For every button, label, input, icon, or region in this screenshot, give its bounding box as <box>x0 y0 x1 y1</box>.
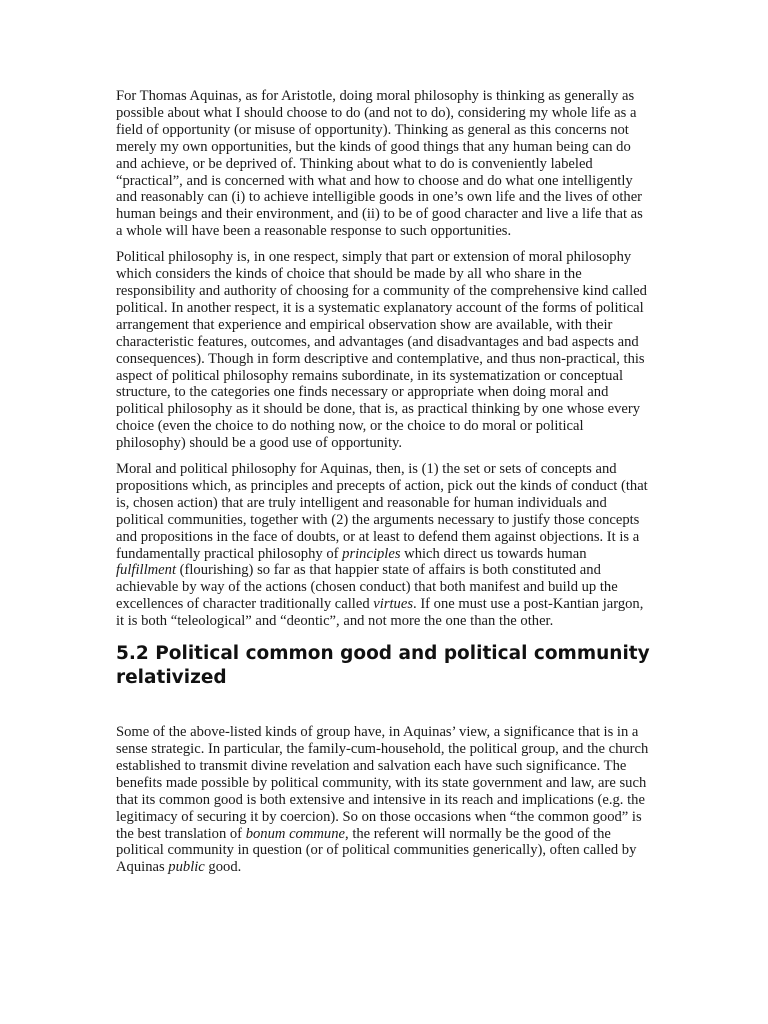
paragraph-text: (flourishing) so far as that happier state of affairs is both constituted and achievable by way of the actions (chosen conduct) that both manifest and build up the excellences of character traditionally called <box>116 562 618 613</box>
paragraph-text: For Thomas Aquinas, as for Aristotle, doing moral philosophy is thinking as generally as possible about what I should choose to do (and not to do), considering my whole life as a field of opportunity (or misuse of opportunity). Thinking as general as this concerns not merely my own opportunities, but the kinds of good things that any human being can do and achieve, or be deprived of. Thinking about what to do is conveniently labeled “practical”, and is concerned with what and how to choose and do what one intelligently and reasonably can (i) to achieve intelligible goods in one’s own life and the lives of other human beings and their environment, and (ii) to be of good character and live a life that as a whole will have been a reasonable response to such opportunities. <box>116 88 643 240</box>
paragraph-aquinas-definition <box>116 461 650 630</box>
paragraph-text: good. <box>204 859 242 876</box>
paragraph-text: , the referent will normally be the good of the political community in question (or of political communities generically), often called by Aquinas <box>116 825 637 876</box>
italic-term-principles: principles <box>342 545 401 562</box>
italic-term-public: public <box>168 859 205 876</box>
paragraph-common-good <box>116 724 650 876</box>
section-heading: 5.2 Political common good and political community relativized <box>116 643 650 689</box>
paragraph-text: . If one must use a post-Kantian jargon, it is both “teleological” and “deontic”, and not more the one than the other. <box>116 596 644 630</box>
paragraph-moral-philosophy <box>116 88 650 240</box>
paragraph-text: Political philosophy is, in one respect, simply that part or extension of moral philosophy which considers the kinds of choice that should be made by all who share in the responsibility and authority of choosing for a community of the comprehensive kind called political. In another respect, it is a systematic explanatory account of the forms of political arrangement that experience and empirical observation show are available, with their characteristic features, outcomes, and advantages (and disadvantages and bad aspects and consequences). Though in form descriptive and contemplative, and thus non-practical, this aspect of political philosophy remains subordinate, in its systematization or conceptual structure, to the categories one finds necessary or appropriate when doing moral and political philosophy as it should be done, that is, as practical thinking by one whose every choice (even the choice to do nothing now, or the choice to do moral or political philosophy) should be a good use of opportunity. <box>116 249 647 452</box>
paragraph-text: Moral and political philosophy for Aquinas, then, is (1) the set or sets of concepts and propositions which, as principles and precepts of action, pick out the kinds of conduct (that is, chosen action) that are truly intelligent and reasonable for human individuals and political communities, together with (2) the arguments necessary to justify those concepts and propositions in the face of doubts, or at least to defend them against objections. It is a fundamentally practical philosophy of <box>116 461 648 562</box>
italic-term-bonum-commune: bonum commune <box>245 825 346 842</box>
paragraph-political-philosophy <box>116 249 650 452</box>
italic-term-fulfillment: fulfillment <box>116 562 176 579</box>
document-page <box>116 88 650 885</box>
italic-term-virtues: virtues <box>373 596 414 613</box>
paragraph-text: Some of the above-listed kinds of group have, in Aquinas’ view, a significance that is in a sense strategic. In particular, the family-cum-household, the political group, and the church established to transmit divine revelation and salvation each have such significance. The benefits made possible by political community, with its state government and law, are such that its common good is both extensive and intensive in its reach and implications (e.g. the legitimacy of securing it by coercion). So on those occasions when “the common good” is the best translation of <box>116 724 649 842</box>
paragraph-text: which direct us towards human <box>400 545 587 562</box>
